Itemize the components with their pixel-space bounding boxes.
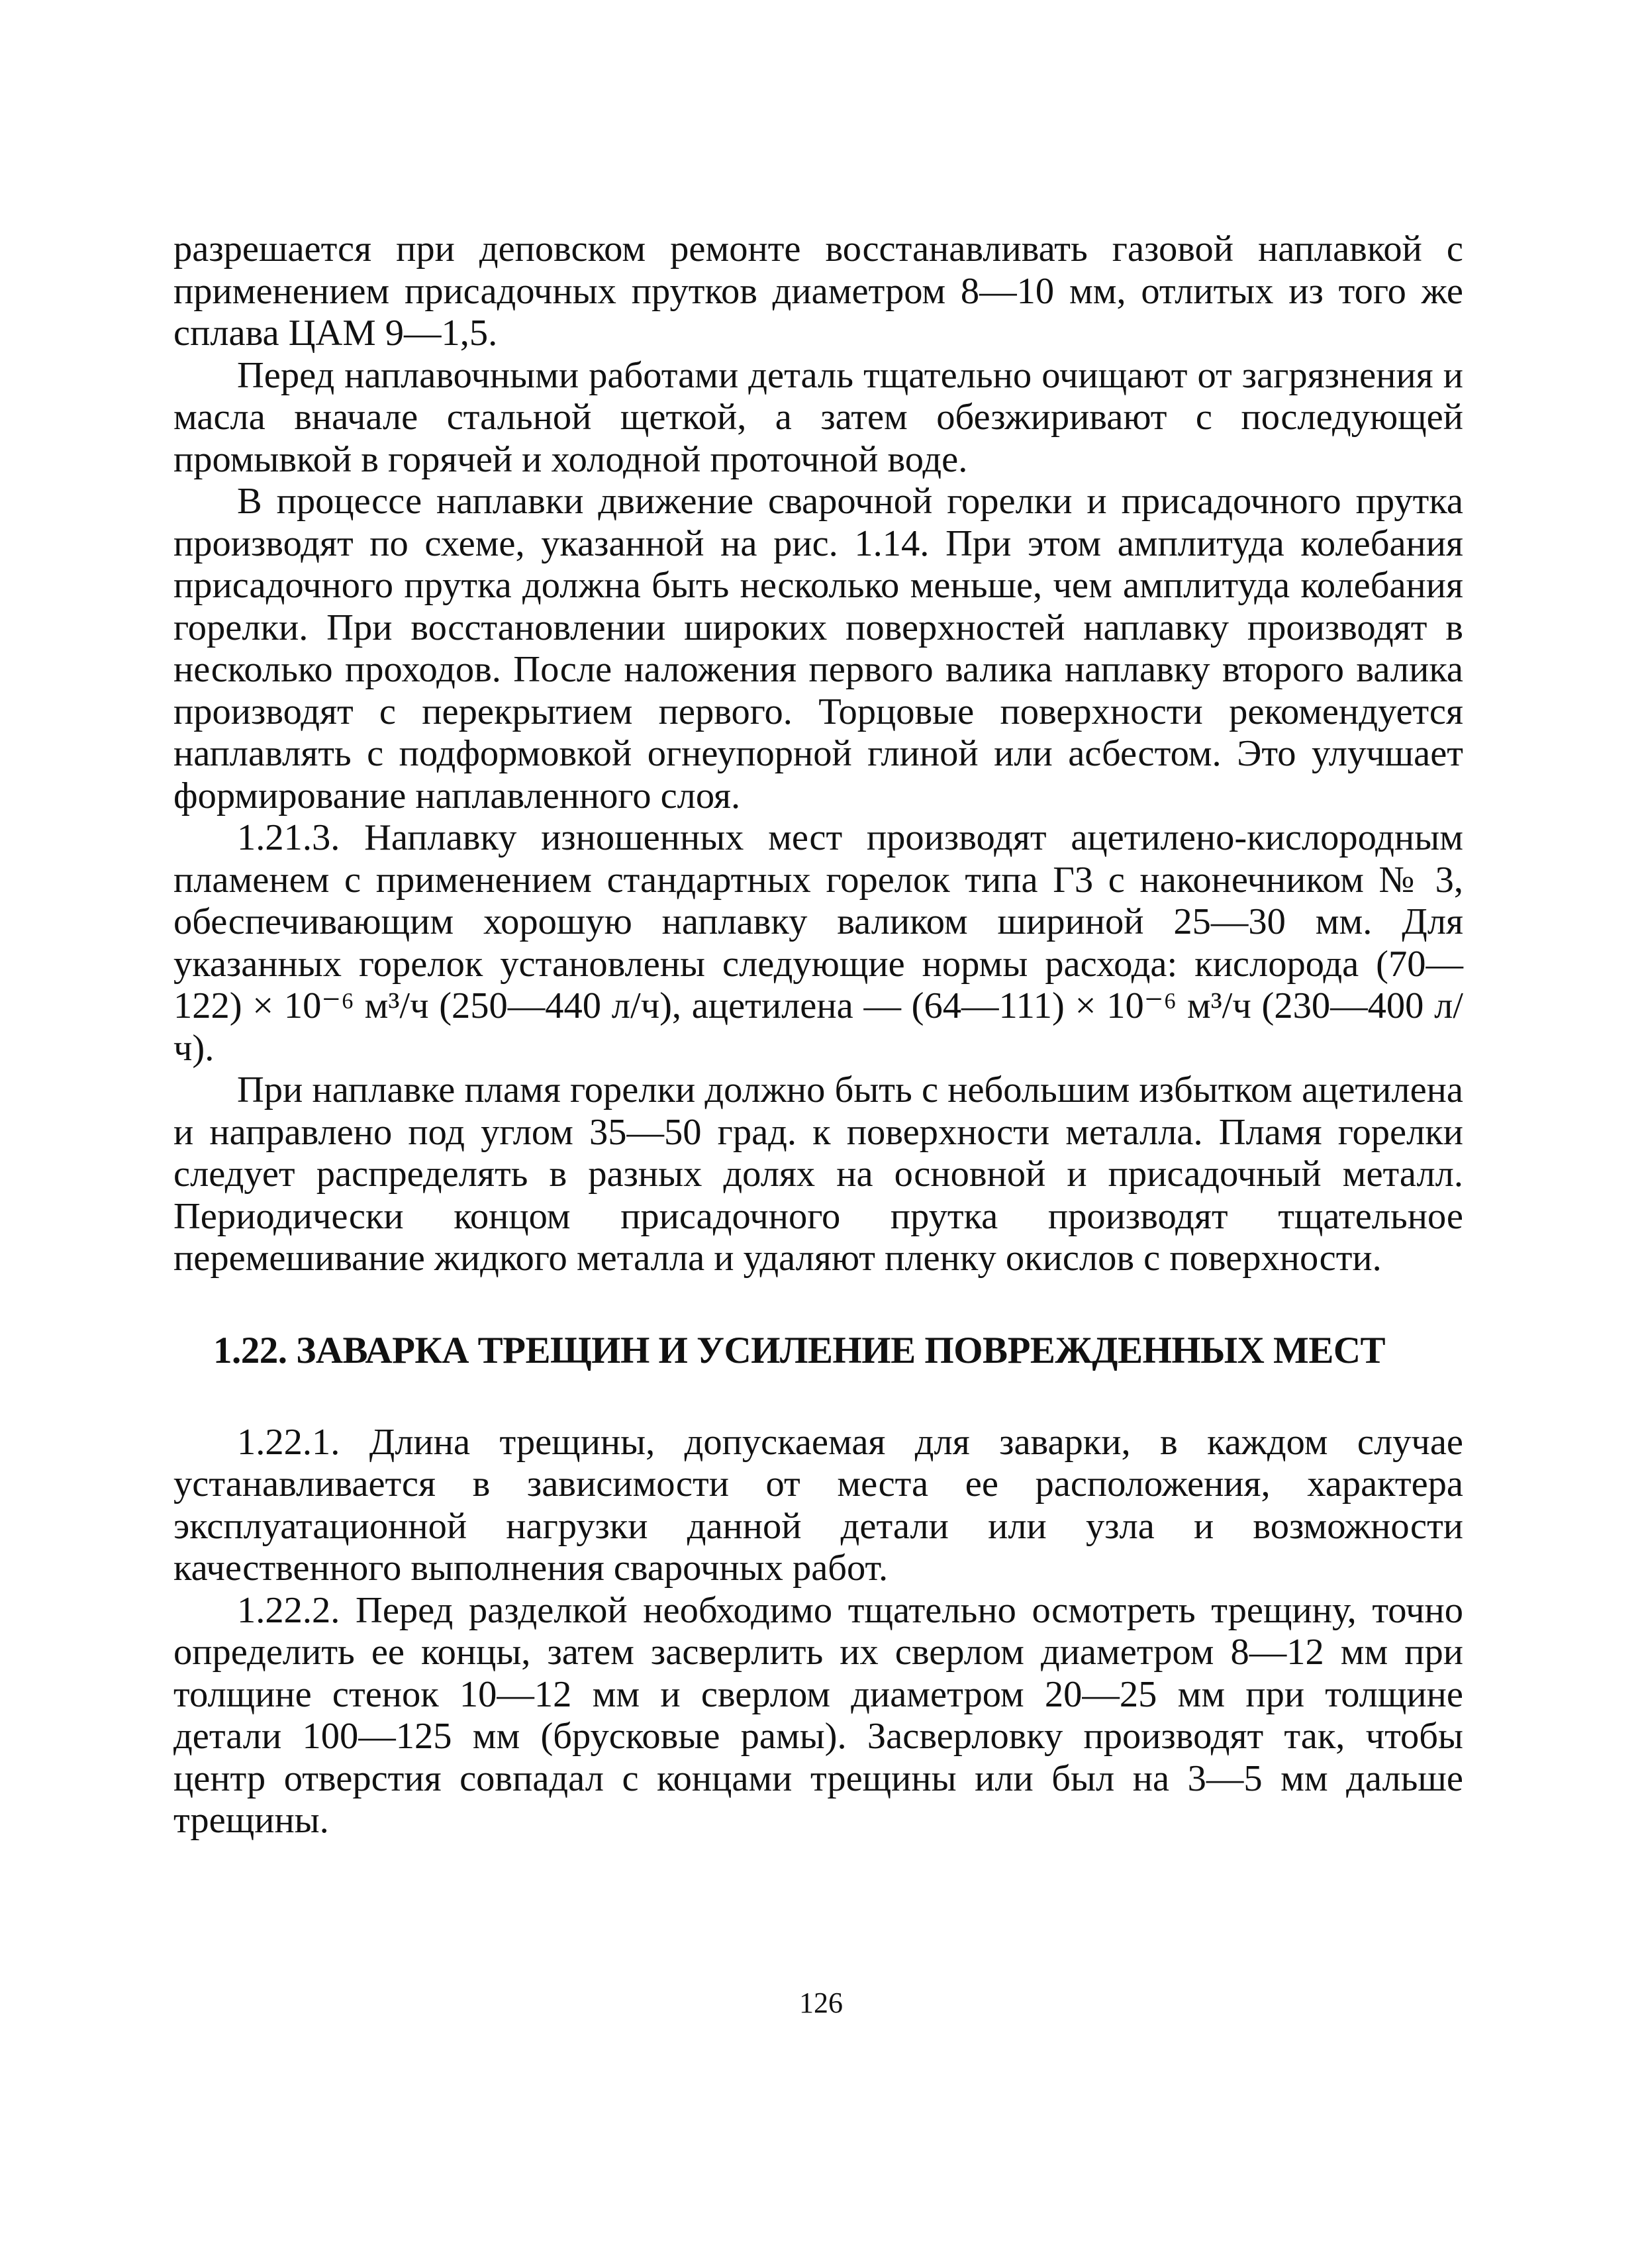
page-number: 126 [799, 1987, 843, 2019]
paragraph-1-22-1: 1.22.1. Длина трещины, допускаемая для заварки, в каждом случае устанавливается в зависимости от места ее расположения, характера эксплуатационной нагрузки данной детали или узла и возможности качественного выполнения сварочных работ. [173, 1421, 1463, 1589]
paragraph-1-22-2: 1.22.2. Перед разделкой необходимо тщательно осмотреть трещину, точно определить ее концы, затем засверлить их сверлом диаметром 8—12 мм при толщине стенок 10—12 мм и сверлом диаметром 20—25 мм при толщине детали 100—125 мм (брусковые рамы). Засверловку производят так, чтобы центр отверстия совпадал с концами трещины или был на 3—5 мм дальше трещины. [173, 1589, 1463, 1841]
page-body [173, 228, 1463, 1842]
paragraph-welding-process: В процессе наплавки движение сварочной горелки и присадочного прутка производят по схеме, указанной на рис. 1.14. При этом амплитуда колебания присадочного прутка должна быть несколько меньше, чем амплитуда колебания горелки. При восстановлении широких поверхностей наплавку производят в несколько проходов. После наложения первого валика наплавку второго валика производят с перекрытием первого. Торцовые поверхности рекомендуется наплавлять с подформовкой огнеупорной глиной или асбестом. Это улучшает формирование наплавленного слоя. [173, 481, 1463, 816]
section-heading: 1.22. ЗАВАРКА ТРЕЩИН И УСИЛЕНИЕ ПОВРЕЖДЕННЫХ МЕСТ [213, 1329, 1386, 1371]
paragraph-1-21-3: 1.21.3. Наплавку изношенных мест производят ацетилено-кислородным пламенем с применением стандартных горелок типа Г3 с наконечником № 3, обеспечивающим хорошую наплавку валиком шириной 25—30 мм. Для указанных горелок установлены следующие нормы расхода: кислорода (70—122) × 10⁻⁶ м³/ч (250—440 л/ч), ацетилена — (64—111) × 10⁻⁶ м³/ч (230—400 л/ч). [173, 817, 1463, 1069]
paragraph-flame-settings: При наплавке пламя горелки должно быть с небольшим избытком ацетилена и направлено под углом 35—50 град. к поверхности металла. Пламя горелки следует распределять в разных долях на основной и присадочный металл. Периодически концом присадочного прутка производят тщательное перемешивание жидкого металла и удаляют пленку окислов с поверхности. [173, 1069, 1463, 1279]
paragraph-continuation: разрешается при деповском ремонте восстанавливать газовой наплавкой с применением присадочных прутков диаметром 8—10 мм, отлитых из того же сплава ЦАМ 9—1,5. [173, 228, 1463, 354]
paragraph-surface-preparation: Перед наплавочными работами деталь тщательно очищают от загрязнения и масла вначале стальной щеткой, а затем обезжиривают с последующей промывкой в горячей и холодной проточной воде. [173, 354, 1463, 480]
